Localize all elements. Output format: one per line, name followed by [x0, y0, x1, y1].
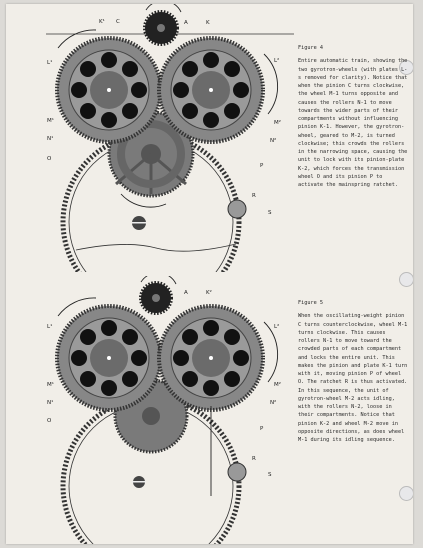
label-a: A: [184, 290, 188, 296]
label-p: P: [260, 163, 264, 169]
binder-hole-middle: [399, 272, 413, 287]
label-n1: N¹: [47, 136, 54, 142]
label-k: K: [206, 20, 210, 26]
label-p: P: [260, 426, 264, 432]
label-l2: L²: [274, 58, 280, 64]
label-l1: L¹: [47, 60, 53, 66]
label-m1: M¹: [47, 118, 54, 124]
figure-4-illustration: [6, 4, 294, 272]
figure-4-caption: [298, 44, 408, 189]
label-s: S: [268, 210, 272, 216]
label-o: O: [47, 418, 52, 424]
gear-train-diagram-fig5: [6, 276, 294, 544]
label-c: C: [116, 19, 120, 25]
label-a: A: [184, 20, 188, 26]
label-m2: M²: [274, 382, 281, 388]
label-n2: N²: [270, 400, 277, 406]
figure-5-text: When the oscillating-weight pinion C turns counterclockwise, wheel M-1 turns clockwise. This causes rollers N-1 to move toward the crowded parts of each compartment and locks the entire unit. This makes the pinion and plate K-1 turn with it, moving pinion P of wheel O. The ratchet R is thus activated. In this sequence, the unit of gyrotron-wheel M-2 acts idling, with the rollers N-2, loose in their compartments. Notice that pinion K-2 and wheel M-2 move in opposite directions, as does wheel M-1 during its idling sequence.: [298, 313, 408, 443]
label-m1: M¹: [47, 382, 54, 388]
label-m2: M²: [274, 120, 281, 126]
figure-4-title: Figure 4: [298, 45, 323, 51]
label-r: R: [252, 456, 256, 462]
label-n2: N²: [270, 138, 277, 144]
figure-5-caption: [298, 299, 408, 444]
label-s: S: [268, 472, 272, 478]
label-n1: N¹: [47, 400, 54, 406]
figure-5-illustration: [6, 276, 294, 544]
gear-train-diagram-fig4: [6, 4, 294, 272]
binder-hole-bottom: [399, 486, 413, 501]
figure-4-text: Entire automatic train, showing the two gyrotron-wheels (with plates L-s removed for clarity). Notice that when the pinion C turns clockwise, the wheel M-1 turns opposite and causes the rollers N-1 to move towards the wider parts of their compartments without influencing pinion K-1. However, the gyrotron-wheel, geared to M-2, is turned clockwise; this crowds the rollers in the narrowing space, causing the unit to lock with its pinion-plate K-2, which forces the transmission wheel O and its pinion P to activate the mainspring ratchet.: [298, 58, 408, 188]
label-l2: L²: [274, 324, 280, 330]
label-k2: K²: [206, 290, 212, 296]
figure-5-title: Figure 5: [298, 300, 323, 306]
label-l1: L¹: [47, 324, 53, 330]
label-o: O: [47, 156, 52, 162]
document-page: [6, 4, 413, 544]
label-k1: K¹: [99, 19, 105, 25]
label-r: R: [252, 193, 256, 199]
